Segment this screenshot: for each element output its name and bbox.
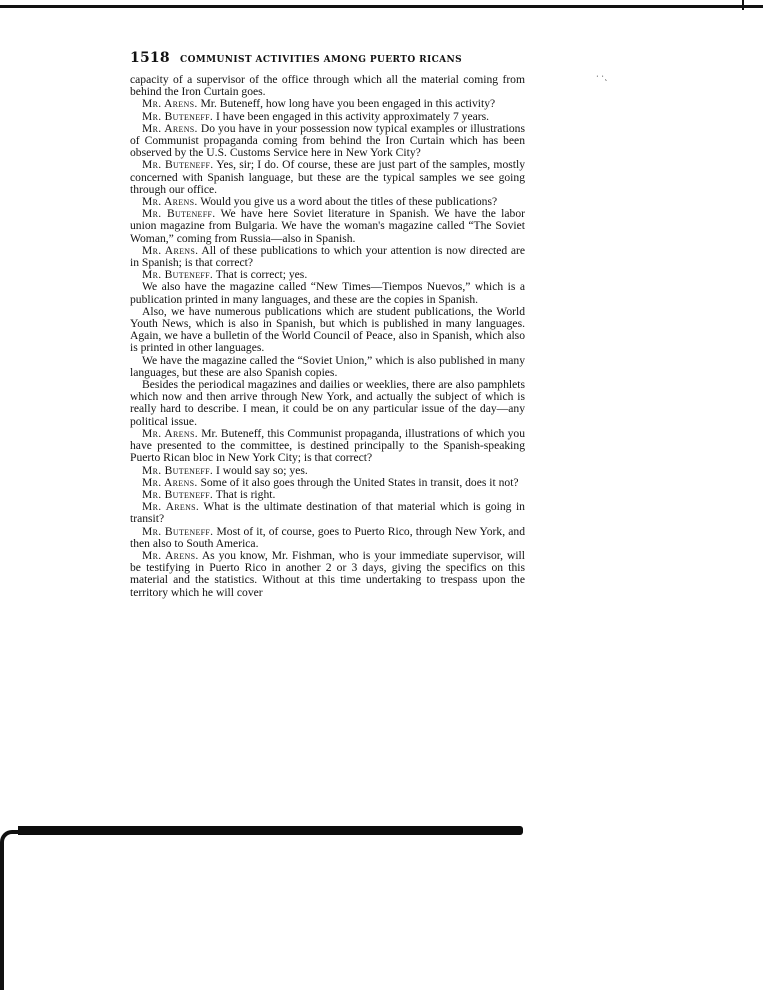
paragraph	[130, 74, 525, 98]
paragraph-text: All of these publications to which your attention is now directed are in Spanish; is that correct?	[130, 243, 525, 270]
paragraph-text: We also have the magazine called “New Times—Tiempos Nuevos,” which is a publication printed in many languages, and these are the copies in Spanish.	[130, 280, 525, 306]
body-text	[130, 74, 525, 599]
top-scan-border	[0, 0, 763, 8]
paragraph	[130, 245, 525, 269]
paragraph-text: capacity of a supervisor of the office through which all the material coming from behind the Iron Curtain goes.	[130, 73, 525, 99]
speaker-label: Mr. Buteneff.	[142, 109, 214, 123]
paragraph-text: I would say so; yes.	[216, 463, 308, 477]
page-number: 1518	[130, 50, 170, 66]
paragraph-text: Do you have in your possession now typical examples or illustrations of Communist propaganda coming from behind the Iron Curtain which has been observed by the U.S. Customs Service here in New York City?	[130, 121, 525, 160]
speaker-label: Mr. Arens.	[142, 195, 198, 209]
paragraph	[130, 550, 525, 599]
paragraph-text: Besides the periodical magazines and dailies or weeklies, there are also pamphlets which now and then arrive through New York, and actually the subject of which is really hard to describe. I mean, it could be on any particular issue of the day—any political issue.	[130, 378, 525, 428]
paragraph-text: As you know, Mr. Fishman, who is your immediate supervisor, will be testifying in Puerto Rico in another 2 or 3 days, giving the specifics on this material and the statistics. Without at this time undertaking to trespass upon the territory which he will cover	[130, 548, 525, 599]
speaker-label: Mr. Buteneff.	[142, 487, 214, 501]
paragraph	[130, 306, 525, 355]
paragraph-text: Mr. Buteneff, this Communist propaganda, illustrations of which you have presented to the committee, is destined principally to the Spanish-speaking Puerto Rican bloc in New York City; is that correct?	[130, 426, 525, 465]
paragraph	[130, 159, 525, 196]
running-head: COMMUNIST ACTIVITIES AMONG PUERTO RICANS	[180, 55, 463, 65]
paragraph-text: We have here Soviet literature in Spanish. We have the labor union magazine from Bulgaria. We have the woman's magazine called “The Soviet Woman,” coming from Russia—also in Spanish.	[130, 207, 526, 245]
speaker-label: Mr. Arens.	[142, 97, 198, 111]
paragraph	[130, 281, 525, 305]
paragraph	[130, 123, 525, 160]
paragraph-text: I have been engaged in this activity approximately 7 years.	[216, 109, 490, 123]
speaker-label: Mr. Arens.	[142, 243, 199, 257]
top-scan-corner	[742, 0, 752, 10]
paragraph	[130, 355, 525, 379]
speaker-label: Mr. Buteneff.	[142, 268, 214, 282]
speaker-label: Mr. Arens.	[142, 548, 199, 562]
paragraph	[130, 501, 525, 525]
paragraph-text: What is the ultimate destination of that material which is going in transit?	[130, 500, 525, 526]
document-page	[130, 50, 525, 599]
paragraph-text: That is correct; yes.	[215, 268, 308, 282]
paragraph-text: That is right.	[215, 487, 276, 501]
lower-scan-frame	[0, 830, 30, 990]
paragraph	[130, 428, 525, 465]
speaker-label: Mr. Arens.	[142, 475, 198, 489]
paragraph-text: Also, we have numerous publications which are student publications, the World Youth News, which is also in Spanish, but which is published in many languages. Again, we have a bulletin of the World Council of Peace, also in Spanish, which also is printed in other languages.	[130, 304, 525, 355]
speaker-label: Mr. Arens.	[142, 500, 200, 514]
speaker-label: Mr. Buteneff.	[142, 207, 216, 221]
paragraph-text: Would you give us a word about the titles of these publications?	[200, 195, 498, 209]
paragraph	[130, 379, 525, 428]
scan-speck: ⋅ ⋅˛	[596, 72, 609, 81]
paragraph-text: Yes, sir; I do. Of course, these are just part of the samples, mostly concerned with Spanish language, but these are the typical samples we see going through our office.	[130, 158, 525, 196]
paragraph-text: Most of it, of course, goes to Puerto Rico, through New York, and then also to South America.	[130, 524, 525, 550]
speaker-label: Mr. Buteneff.	[142, 463, 214, 477]
speaker-label: Mr. Buteneff.	[142, 524, 214, 538]
lower-scan-bar	[18, 826, 523, 835]
paragraph	[130, 208, 525, 245]
page-header	[130, 50, 525, 72]
speaker-label: Mr. Arens.	[142, 426, 198, 440]
paragraph-text: Some of it also goes through the United States in transit, does it not?	[200, 475, 519, 489]
paragraph	[130, 526, 525, 550]
speaker-label: Mr. Arens.	[142, 121, 198, 135]
paragraph-text: We have the magazine called the “Soviet Union,” which is also published in many languages, but these are also Spanish copies.	[130, 353, 525, 379]
paragraph-text: Mr. Buteneff, how long have you been engaged in this activity?	[200, 97, 496, 111]
speaker-label: Mr. Buteneff.	[142, 158, 214, 172]
